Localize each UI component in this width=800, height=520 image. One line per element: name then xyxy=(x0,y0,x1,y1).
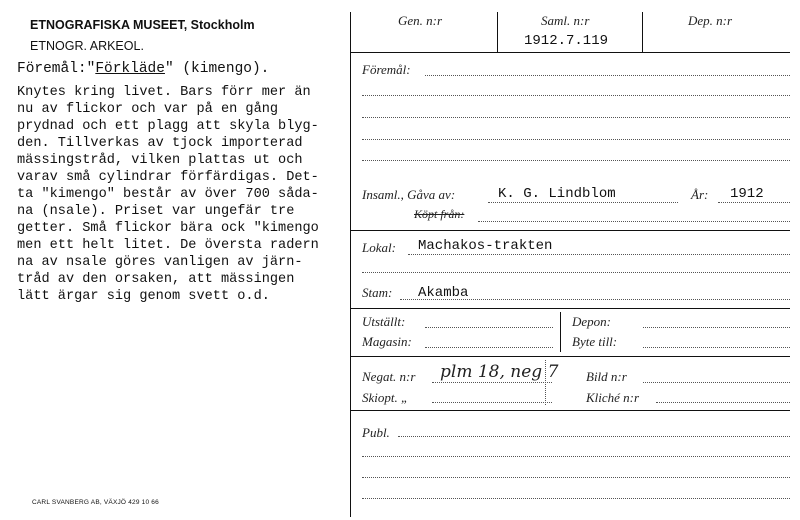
description-line: nu av flickor och var på en gång xyxy=(17,102,279,117)
stam-label: Stam: xyxy=(362,285,393,300)
dotted-line xyxy=(656,402,790,403)
negat-label: Negat. n:r xyxy=(362,369,416,384)
object-title-name: Förkläde xyxy=(95,61,165,77)
publ-label: Publ. xyxy=(362,425,390,440)
dotted-line xyxy=(643,347,790,348)
museum-name: ETNOGRAFISKA MUSEET, Stockholm xyxy=(30,18,255,32)
ar-label: År: xyxy=(691,187,709,202)
dotted-line xyxy=(425,347,553,348)
section-rule xyxy=(350,230,790,231)
lokal-label: Lokal: xyxy=(362,240,396,255)
dotted-line xyxy=(362,95,790,96)
dotted-line xyxy=(362,139,790,140)
description-line: tråd av den orsaken, att mässingen xyxy=(17,272,295,287)
dotted-line xyxy=(408,254,790,255)
skiopt-label: Skiopt. „ xyxy=(362,390,409,405)
stam-value: Akamba xyxy=(418,285,469,301)
column-divider-dotted xyxy=(545,360,546,405)
dotted-line xyxy=(643,382,790,383)
section-rule xyxy=(350,308,790,309)
description-line: getter. Små flickor bära ock "kimengo xyxy=(17,221,319,236)
dotted-line xyxy=(362,272,790,273)
header-divider xyxy=(642,12,643,52)
magasin-label: Magasin: xyxy=(362,334,412,349)
lokal-value: Machakos-trakten xyxy=(418,238,553,254)
dotted-line xyxy=(362,477,790,478)
description-line: na av nsale göres vanligen av järn- xyxy=(17,255,303,270)
dotted-line xyxy=(362,498,790,499)
saml-label: Saml. n:r xyxy=(541,13,590,28)
section-rule xyxy=(350,356,790,357)
description-line: na (nsale). Priset var ungefär tre xyxy=(17,204,295,219)
header-bottom-rule xyxy=(350,52,790,53)
gen-label: Gen. n:r xyxy=(398,13,443,28)
column-divider xyxy=(560,312,561,352)
negat-value-handwritten: plm 18, neg 7 xyxy=(440,362,559,382)
dotted-line xyxy=(718,202,790,203)
description-line: lätt ärgar sig genom svett o.d. xyxy=(17,289,270,304)
description-line: ta "kimengo" består av över 700 såda- xyxy=(17,187,319,202)
description-text xyxy=(17,84,319,305)
department-label: ETNOGR. ARKEOL. xyxy=(30,39,144,53)
description-line: varav små cylindrar förfärdigas. Det- xyxy=(17,170,319,185)
saml-value: 1912.7.119 xyxy=(524,33,609,49)
dotted-line xyxy=(400,299,790,300)
byte-label: Byte till: xyxy=(572,334,618,349)
kliche-label: Kliché n:r xyxy=(586,390,640,405)
object-title-suffix: " (kimengo). xyxy=(164,61,270,77)
description-line: mässingstråd, vilken plattas ut och xyxy=(17,153,303,168)
dotted-line xyxy=(432,382,552,383)
dotted-line xyxy=(425,75,790,76)
dotted-line xyxy=(643,327,790,328)
object-title xyxy=(17,61,269,77)
description-line: Knytes kring livet. Bars förr mer än xyxy=(17,85,311,100)
dotted-line xyxy=(432,402,552,403)
object-title-prefix: Föremål:" xyxy=(17,61,96,77)
dotted-line xyxy=(488,202,678,203)
dotted-line xyxy=(362,160,790,161)
dotted-line xyxy=(398,436,790,437)
dotted-line xyxy=(362,456,790,457)
insaml-label: Insaml., Gåva av: xyxy=(362,187,456,202)
utstallt-label: Utställt: xyxy=(362,314,406,329)
dotted-line xyxy=(362,117,790,118)
dotted-line xyxy=(478,221,790,222)
depon-label: Depon: xyxy=(572,314,611,329)
insaml-value: K. G. Lindblom xyxy=(498,186,616,202)
section-rule xyxy=(350,410,790,411)
kopt-label: Köpt från: xyxy=(414,207,465,221)
bild-label: Bild n:r xyxy=(586,369,627,384)
description-line: den. Tillverkas av tjock importerad xyxy=(17,136,303,151)
dep-label: Dep. n:r xyxy=(688,13,733,28)
printer-imprint: CARL SVANBERG AB, VÄXJÖ 429 10 66 xyxy=(32,499,159,506)
header-divider xyxy=(497,12,498,52)
dotted-line xyxy=(425,327,553,328)
form-left-border xyxy=(350,12,351,517)
ar-value: 1912 xyxy=(730,186,764,202)
foremal-label: Föremål: xyxy=(362,62,411,77)
description-line: prydnad och ett plagg att skyla blyg- xyxy=(17,119,319,134)
description-line: men ett helt litet. De översta radern xyxy=(17,238,319,253)
